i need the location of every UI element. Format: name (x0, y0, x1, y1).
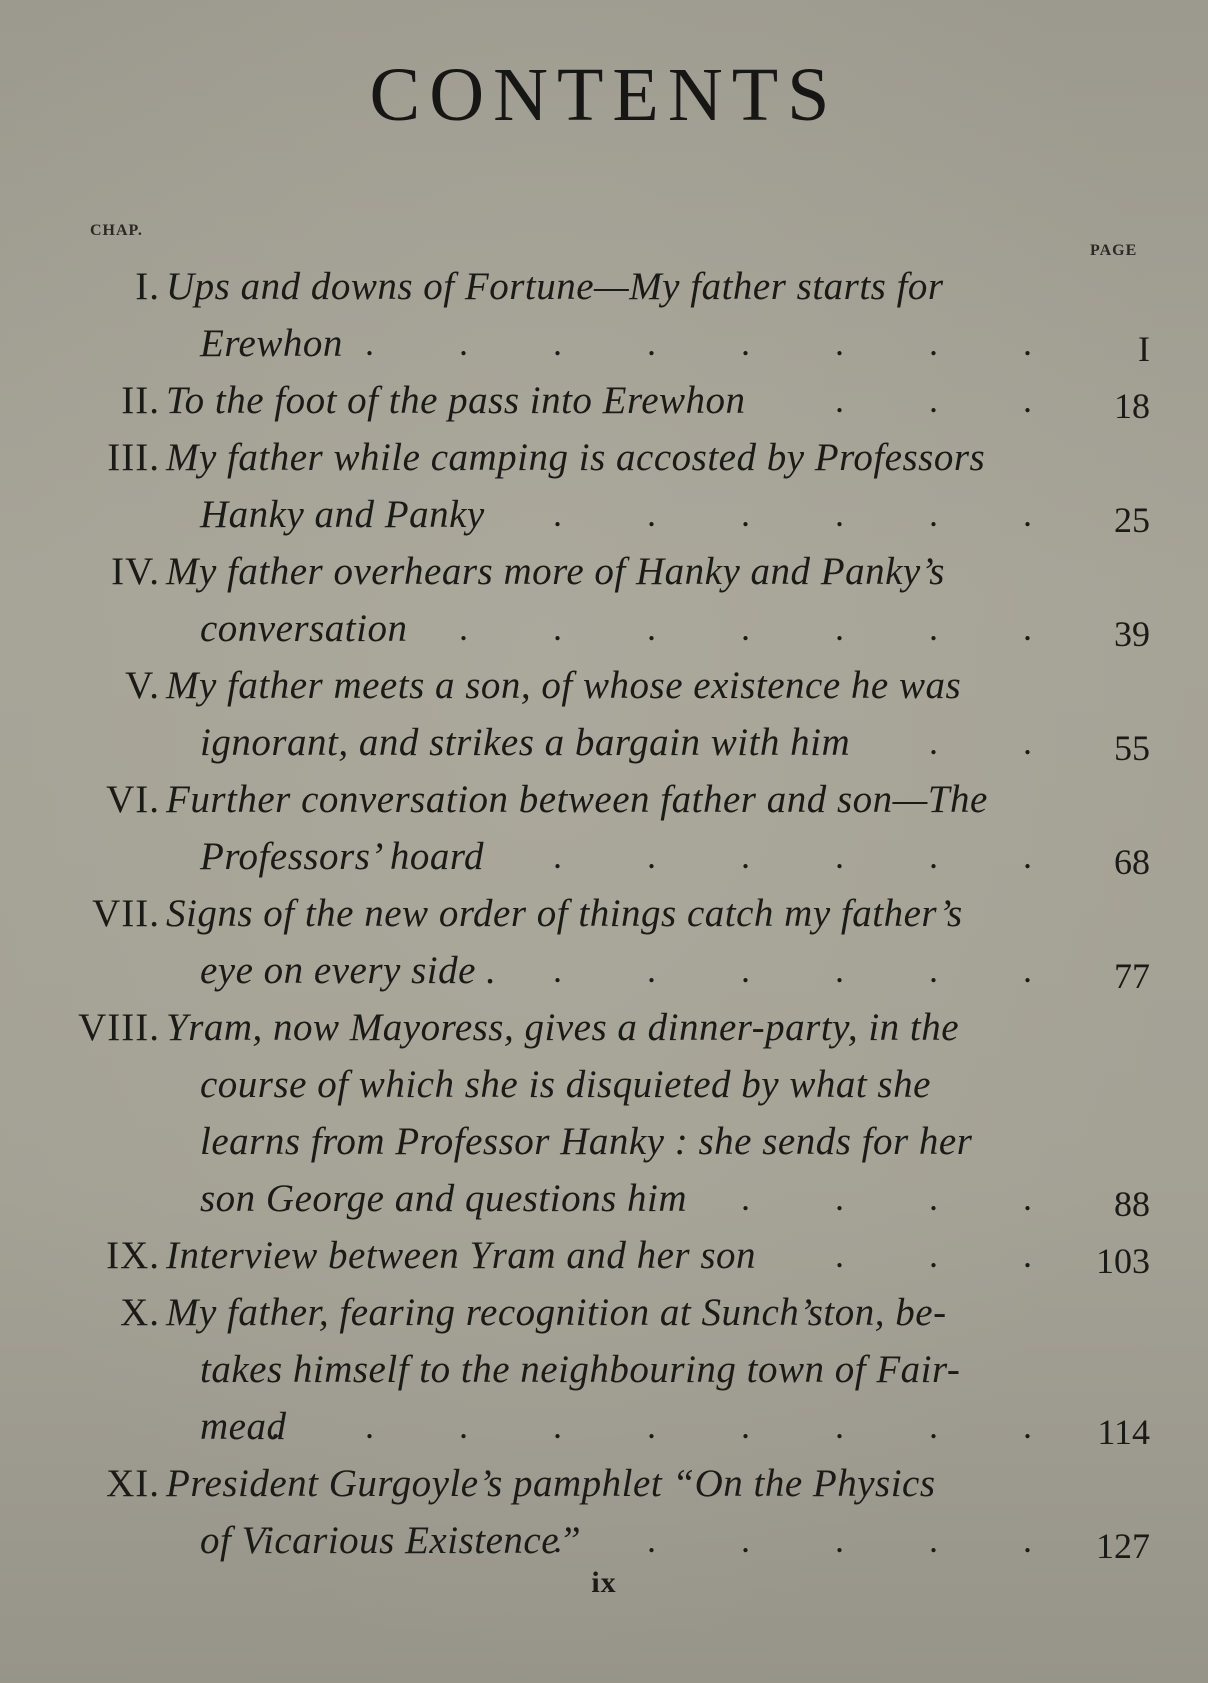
chapter-title-line: course of which she is disquieted by what she (200, 1063, 931, 1106)
chapter-number: III. (107, 436, 160, 479)
toc-entry-line (0, 1113, 1208, 1170)
toc-entry-line (0, 999, 1208, 1056)
chapter-title-line: Erewhon (200, 322, 343, 365)
page-number: 55 (1114, 728, 1150, 768)
chapter-title-line: of Vicarious Existence” (200, 1519, 582, 1562)
chap-column-label: CHAP. (90, 222, 143, 239)
chapter-title-line: Signs of the new order of things catch my father’s (166, 892, 963, 935)
leader-dots: . . . . . . . (459, 608, 1070, 648)
leader-dots: . . . . (741, 1178, 1070, 1218)
toc-entry (0, 1227, 1208, 1284)
toc-entry-line (0, 258, 1208, 315)
chapter-title-line: Professors’ hoard (200, 835, 485, 878)
page-number: 39 (1114, 614, 1150, 654)
page-number: 68 (1114, 842, 1150, 882)
leader-dots: . . (929, 722, 1070, 762)
toc-entry-line (0, 1227, 1208, 1284)
toc-entry-line (0, 315, 1208, 372)
toc-entry-line (0, 1512, 1208, 1569)
chapter-title-line: eye on every side . (200, 949, 497, 992)
chapter-title-line: To the foot of the pass into Erewhon (166, 379, 746, 422)
chapter-title-line: President Gurgoyle’s pamphlet “On the Physics (166, 1462, 936, 1505)
chapter-number: IX. (106, 1234, 160, 1277)
toc-entry (0, 543, 1208, 657)
toc-entry-line (0, 885, 1208, 942)
chapter-title-line: Interview between Yram and her son (166, 1234, 757, 1277)
page-column-label: PAGE (1090, 242, 1138, 259)
chapter-title-line: My father while camping is accosted by Professors (166, 436, 986, 479)
toc-entry (0, 657, 1208, 771)
chapter-title-line: ignorant, and strikes a bargain with him (200, 721, 851, 764)
toc-entry-line (0, 1341, 1208, 1398)
leader-dots: . . . . . . . . (365, 323, 1070, 363)
chapter-number: II. (121, 379, 160, 422)
toc-entry-line (0, 486, 1208, 543)
toc-entry-line (0, 1056, 1208, 1113)
page-number: 77 (1114, 956, 1150, 996)
toc-entry-line (0, 543, 1208, 600)
toc-entry-line (0, 600, 1208, 657)
page-title: CONTENTS (369, 53, 839, 137)
page-number: 127 (1096, 1526, 1150, 1566)
chapter-number: IV. (111, 550, 160, 593)
chapter-title-line: mead (200, 1405, 287, 1448)
toc-entry (0, 885, 1208, 999)
toc-entry-line (0, 828, 1208, 885)
toc-entry-line (0, 372, 1208, 429)
leader-dots: . . . . . . (553, 1520, 1070, 1560)
leader-dots: . . . (835, 380, 1070, 420)
leader-dots: . . . . . . (553, 836, 1070, 876)
chapter-title-line: Hanky and Panky (200, 493, 485, 536)
toc-entry-line (0, 657, 1208, 714)
toc-entry-line (0, 1455, 1208, 1512)
page-number: I (1138, 329, 1150, 369)
chapter-title-line: conversation (200, 607, 408, 650)
chapter-title-line: son George and questions him (200, 1177, 688, 1220)
table-of-contents (0, 258, 1208, 1569)
chapter-title-line: My father meets a son, of whose existence he was (166, 664, 962, 707)
toc-entry-line (0, 942, 1208, 999)
page-folio: ix (591, 1566, 617, 1599)
toc-entry (0, 372, 1208, 429)
toc-entry-line (0, 714, 1208, 771)
chapter-title-line: My father overhears more of Hanky and Panky’s (166, 550, 945, 593)
page-number: 18 (1114, 386, 1150, 426)
chapter-number: X. (120, 1291, 160, 1334)
chapter-title-line: My father, fearing recognition at Sunch’ston, be- (166, 1291, 947, 1334)
toc-entry (0, 771, 1208, 885)
toc-entry-line (0, 1170, 1208, 1227)
chapter-number: XI. (106, 1462, 160, 1505)
chapter-number: V. (125, 664, 160, 707)
toc-entry-line (0, 429, 1208, 486)
leader-dots: . . . . . . (553, 950, 1070, 990)
toc-entry (0, 1284, 1208, 1455)
chapter-title-line: learns from Professor Hanky : she sends for her (200, 1120, 973, 1163)
page-number: 114 (1097, 1412, 1150, 1452)
toc-entry (0, 429, 1208, 543)
chapter-number: VI. (106, 778, 160, 821)
chapter-number: VII. (92, 892, 160, 935)
page-number: 25 (1114, 500, 1150, 540)
page-number: 103 (1096, 1241, 1150, 1281)
toc-entry (0, 258, 1208, 372)
toc-entry (0, 999, 1208, 1227)
leader-dots: . . . . . . (553, 494, 1070, 534)
leader-dots: . . . . . . . . . (271, 1406, 1070, 1446)
chapter-title-line: takes himself to the neighbouring town of Fair- (200, 1348, 961, 1391)
chapter-title-line: Ups and downs of Fortune—My father starts for (166, 265, 944, 308)
toc-entry-line (0, 1398, 1208, 1455)
chapter-title-line: Yram, now Mayoress, gives a dinner-party, in the (166, 1006, 960, 1049)
page-number: 88 (1114, 1184, 1150, 1224)
toc-entry (0, 1455, 1208, 1569)
chapter-title-line: Further conversation between father and son—The (166, 778, 988, 821)
leader-dots: . . . (835, 1235, 1070, 1275)
toc-entry-line (0, 771, 1208, 828)
toc-entry-line (0, 1284, 1208, 1341)
chapter-number: VIII. (78, 1006, 160, 1049)
chapter-number: I. (135, 265, 160, 308)
